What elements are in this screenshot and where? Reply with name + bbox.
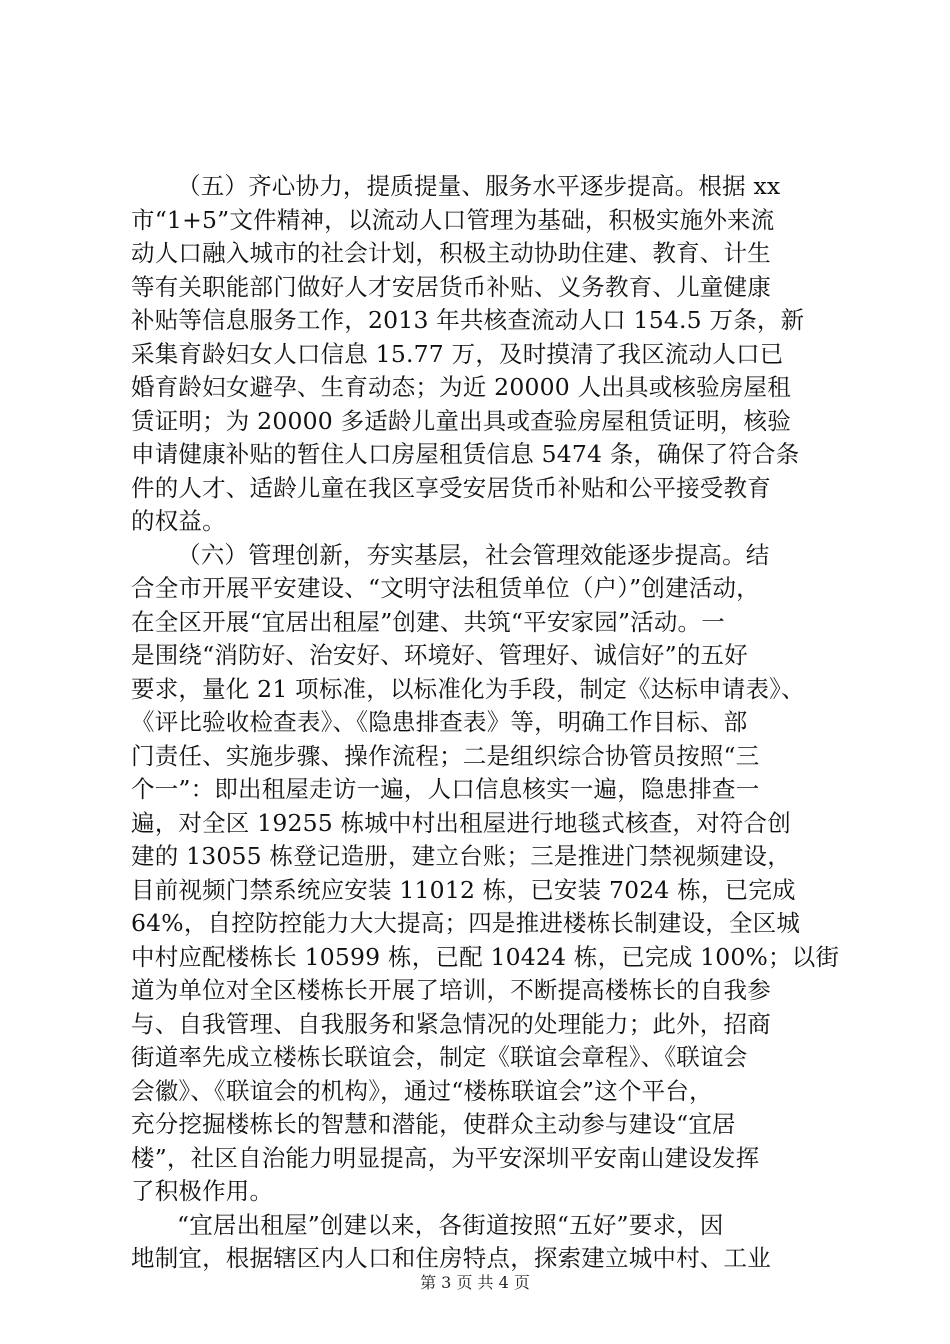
paragraph-6-line: 道为单位对全区楼栋长开展了培训，不断提高楼栋长的自我参 (131, 976, 771, 1004)
paragraph-6-line: 在全区开展“宜居出租屋”创建、共筑“平安家园”活动。一 (131, 607, 725, 636)
paragraph-6-line: 合全市开展平安建设、“文明守法租赁单位（户）”创建活动， (131, 574, 760, 602)
paragraph-5-line: 市“1+5”文件精神，以流动人口管理为基础，积极实施外来流 (131, 205, 775, 234)
paragraph-6-line: 门责任、实施步骤、操作流程；二是组织综合协管员按照“三 (131, 741, 760, 770)
paragraph-6-line: 充分挖掘楼栋长的智慧和潜能，使群众主动参与建设“宜居 (131, 1110, 736, 1138)
paragraph-6-line: （六）管理创新，夯实基层，社会管理效能逐步提高。结 (177, 540, 770, 569)
paragraph-6-line: 个一”：即出租屋走访一遍，人口信息核实一遍，隐患排查一 (131, 775, 760, 803)
paragraph-5-line: 采集育龄妇女人口信息 15.77 万，及时摸清了我区流动人口已 (131, 339, 784, 368)
paragraph-5-line: 婚育龄妇女避孕、生育动态；为近 20000 人出具或核验房屋租 (131, 373, 791, 401)
paragraph-5-line: 件的人才、适龄儿童在我区享受安居货币补贴和公平接受教育 (131, 473, 771, 502)
paragraph-6-line: 与、自我管理、自我服务和紧急情况的处理能力；此外，招商 (131, 1009, 771, 1038)
paragraph-5-line: 动人口融入城市的社会计划，积极主动协助住建、教育、计生 (131, 239, 771, 267)
paragraph-6-line: 中村应配楼栋长 10599 栋，已配 10424 栋，已完成 100%；以街 (131, 942, 840, 971)
paragraph-6-line: 楼”，社区自治能力明显提高，为平安深圳平安南山建设发挥 (131, 1143, 760, 1172)
paragraph-6-line: 街道率先成立楼栋长联谊会，制定《联谊会章程》、《联谊会 (131, 1043, 748, 1071)
paragraph-7-line: 地制宜，根据辖区内人口和住房特点，探索建立城中村、工业 (131, 1244, 771, 1272)
paragraph-7-line: “宜居出租屋”创建以来，各街道按照“五好”要求，因 (177, 1210, 724, 1239)
paragraph-5-line: 申请健康补贴的暂住人口房屋租赁信息 5474 条，确保了符合条 (131, 440, 800, 468)
paragraph-6-line: 目前视频门禁系统应安装 11012 栋，已安装 7024 栋，已完成 (131, 875, 796, 904)
paragraph-5-line: 赁证明；为 20000 多适龄儿童出具或查验房屋租赁证明，核验 (131, 406, 791, 435)
paragraph-6-line: 建的 13055 栋登记造册，建立台账；三是推进门禁视频建设， (131, 842, 791, 870)
document-body (131, 170, 840, 1276)
paragraph-5-line: 补贴等信息服务工作，2013 年共核查流动人口 154.5 万条，新 (131, 306, 805, 334)
paragraph-5-line: 等有关职能部门做好人才安居货币补贴、义务教育、儿童健康 (131, 272, 771, 301)
paragraph-5-line: 的权益。 (131, 507, 226, 535)
paragraph-6-line: 遍，对全区 19255 栋城中村出租屋进行地毯式核查，对符合创 (131, 808, 791, 837)
page-number-footer: 第 3 页 共 4 页 (420, 1273, 530, 1292)
paragraph-6-line: 了积极作用。 (131, 1177, 274, 1205)
paragraph-6-line: 《评比验收检查表》、《隐患排查表》等，明确工作目标、部 (131, 708, 748, 736)
paragraph-6-line: 是围绕“消防好、治安好、环境好、管理好、诚信好”的五好 (131, 641, 748, 669)
paragraph-5-line: （五）齐心协力，提质提量、服务水平逐步提高。根据 xx (177, 172, 781, 200)
paragraph-6-line: 64%，自控防控能力大大提高；四是推进楼栋长制建设，全区城 (131, 909, 801, 937)
paragraph-6-line: 会徽》、《联谊会的机构》，通过“楼栋联谊会”这个平台， (131, 1076, 713, 1105)
paragraph-6-line: 要求，量化 21 项标准，以标准化为手段，制定《达标申请表》、 (131, 674, 805, 703)
